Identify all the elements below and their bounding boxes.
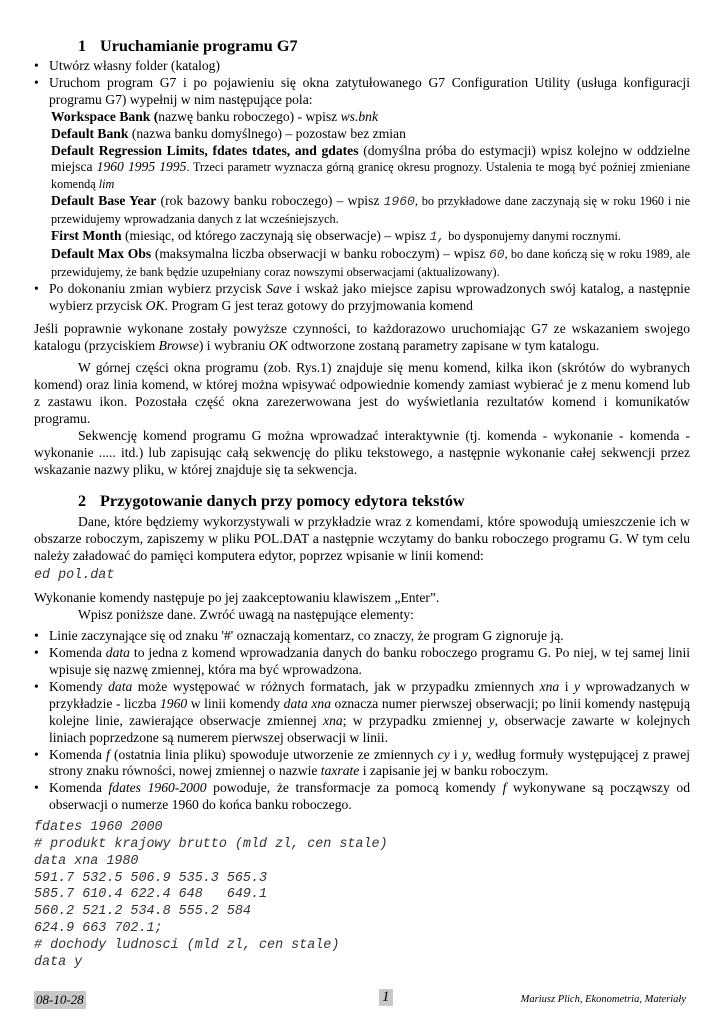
field-description: (rok bazowy banku roboczego) – wpisz <box>156 193 384 209</box>
bullet-f-command <box>34 747 690 781</box>
bullet-run-g7 <box>34 75 690 109</box>
section-2-bullet-list <box>34 628 690 814</box>
field-default-regression-limits <box>51 143 690 194</box>
field-instruction: wpisz <box>305 108 341 124</box>
field-note: , bo przykładowe dane zaczynają się w roku 1960 i nie przewidujemy wprowadzania danych z lat wcześniejszych. <box>51 194 690 227</box>
browse-button-ref: Browse <box>158 337 199 353</box>
code-line: 591.7 532.5 506.9 535.3 565.3 <box>34 870 268 886</box>
bullet-text: , według formuły występującej z prawej strony znaku równości, nowej zmiennej o nazwie <box>49 746 691 779</box>
section-2-paragraph-1: Dane, które będziemy wykorzystywali w przykładzie wraz z komendami, które spowodują umieszczenie ich w obszarze roboczym, zapiszemy w pliku POL.DAT a następnie wczytamy do banku roboczego programu G. W tym celu należy załadować do pamięci komputera edytor, poprzez wpisanie w linii komend: <box>34 513 690 563</box>
field-value: 1960 <box>383 194 415 210</box>
section-1-bullet-list-2 <box>34 281 690 315</box>
bullet-data-command <box>34 645 690 679</box>
inline-term: data <box>108 678 133 694</box>
code-line: data xna 1980 <box>34 853 139 869</box>
field-label: Default Max Obs <box>51 245 152 261</box>
section-1-heading <box>34 36 690 56</box>
bullet-comment-lines <box>34 628 690 645</box>
bullet-text: powoduje, że transformacje za pomocą komendy <box>206 780 503 796</box>
section-1-bullet-list <box>34 58 690 109</box>
section-2-paragraph-3: Wpisz poniższe dane. Zwróć uwagą na następujące elementy: <box>78 607 414 623</box>
code-listing <box>34 820 690 971</box>
bullet-text: wprowadzanych w przykładzie - liczba <box>49 678 690 711</box>
section-2-number: 2 <box>78 491 87 510</box>
field-value: 60 <box>488 246 505 262</box>
bullet-text: Komenda <box>49 645 106 661</box>
paragraph-text: ) i wybraniu <box>198 337 269 353</box>
bullet-create-folder <box>34 58 690 75</box>
footer-page-number: 1 <box>379 989 393 1006</box>
section-1-number: 1 <box>78 37 87 55</box>
field-command: lim <box>98 177 115 192</box>
bullet-text: i zapisanie jej w banku roboczym. <box>359 763 549 779</box>
editor-command: ed pol.dat <box>34 568 115 584</box>
bullet-text: i <box>449 746 462 762</box>
code-line: # dochody ludnosci (mld zl, cen stale) <box>34 937 340 953</box>
page-content <box>34 36 690 971</box>
field-description: (miesiąc, od którego zaczynają się obserwacje) – wpisz <box>121 228 430 244</box>
ok-button-ref: OK <box>268 337 288 353</box>
code-line: 624.9 663 702.1; <box>34 920 163 936</box>
field-first-month <box>51 228 690 246</box>
bullet-text: Linie zaczynające się od znaku '#' oznaczają komentarz, co znaczy, że program G zignoruje ją. <box>49 628 564 644</box>
field-value: 1960 1995 1995 <box>96 159 187 175</box>
bullet-text: może występować w różnych formatach, jak w przypadku zmiennych <box>132 678 540 694</box>
bullet-text: ; w przypadku zmiennej <box>342 712 489 728</box>
field-default-base-year <box>51 193 690 228</box>
section-1-title: Uruchamianie programu G7 <box>100 37 298 55</box>
bullet-text: Komenda <box>49 746 107 762</box>
field-value: 1, <box>429 229 446 245</box>
section-2-title: Przygotowanie danych przy pomocy edytora tekstów <box>100 491 465 510</box>
bullet-save-settings <box>34 281 690 315</box>
field-description: nazwę banku roboczego) - <box>158 108 306 124</box>
save-button-ref: Save <box>266 280 292 296</box>
bullet-text: to jedna z komend wprowadzania danych do banku roboczego programu G. Po niej, w tej samej linii wpisuje się nazwę zmiennej, która ma być wprowadzona. <box>49 645 690 677</box>
code-line: # produkt krajowy brutto (mld zl, cen stale) <box>34 836 388 852</box>
bullet-text: wykonywane są począwszy od obserwacji o numerze 1960 do końca banku roboczego. <box>49 780 690 813</box>
bullet-text: . Program G jest teraz gotowy do przyjmowania komend <box>164 297 473 313</box>
field-description: (maksymalna liczba obserwacji w banku roboczym) – wpisz <box>151 245 489 261</box>
field-value: ws.bnk <box>340 108 378 124</box>
field-label: Default Base Year <box>51 193 157 209</box>
inline-term: taxrate <box>320 763 360 779</box>
bullet-text: oznacza numer pierwszej obserwacji; po linii komendy następują kolejne linie, zawierające obserwacje zmiennej <box>49 695 690 728</box>
code-line: data y <box>34 954 83 970</box>
inline-term: f <box>502 780 507 796</box>
inline-term: xna <box>323 712 343 728</box>
footer-date: 08-10-28 <box>36 992 84 1007</box>
code-line: 585.7 610.4 622.4 648 649.1 <box>34 887 268 903</box>
field-default-max-obs <box>51 246 690 281</box>
section-2-heading <box>34 491 690 511</box>
bullet-text: Po dokonaniu zmian wybierz przycisk <box>49 280 267 296</box>
field-label: First Month <box>51 228 122 244</box>
bullet-text: i <box>559 678 575 694</box>
paragraph-text: odtworzone zostaną parametry zapisane w tym katalogu. <box>287 337 600 353</box>
bullet-text: (ostatnia linia pliku) spowoduje utworzenie ze zmiennych <box>109 746 438 762</box>
code-line: 560.2 521.2 534.8 555.2 584 <box>34 904 251 920</box>
field-note: . Trzeci parametr wyznacza górną granicę okresu prognozy. Ustalenia te mogą być poźniej zmieniane komendą <box>51 160 691 192</box>
bullet-text: Utwórz własny folder (katalog) <box>49 58 220 73</box>
inline-term: 1960 <box>160 695 188 711</box>
inline-term: data <box>105 645 130 661</box>
bullet-text: w linii komendy <box>187 695 284 711</box>
inline-term: xna <box>539 678 560 694</box>
code-line: fdates 1960 2000 <box>34 820 163 836</box>
paragraph-text: Jeśli poprawnie wykonane zostały powyższe czynności, to każdorazowo uruchomiając G7 ze wskazaniem swojego katalogu (przyciskiem <box>34 320 690 353</box>
bullet-text: Uruchom program G7 i po pojawieniu się okna zatytułowanego G7 Configuration Utility (usługa konfiguracji programu G7) wypełnij w nim następujące pola: <box>49 74 690 107</box>
field-workspace-bank <box>51 109 690 126</box>
bullet-data-formats <box>34 679 690 747</box>
field-description: (nazwa banku domyślnego) – pozostaw bez zmian <box>128 125 406 141</box>
page-footer <box>34 991 690 1013</box>
field-description: (domyślna próba do estymacji) wpisz kolejno w oddzielne miejsca <box>51 142 691 175</box>
ok-button-ref: OK <box>145 297 165 313</box>
bullet-text: Komenda <box>49 780 109 796</box>
section-1-paragraph-2: W górnej części okna programu (zob. Rys.1) znajduje się menu komend, kilka ikon (skrótów do wybranych komend) oraz linia komend, w której można wpisywać odpowiednie komendy zamiast wybierać je z menu komend lub z zastawu ikon. Pozostała część okna zarezerwowana jest do wyświetlania rezultatów komend i komunikatów programu. <box>34 360 690 427</box>
bullet-text: , obserwacje zawarte w kolejnych liniach poprzedzone są numerem pierwszej obserwacji w linii. <box>49 712 691 745</box>
bullet-text: Komendy <box>49 678 109 694</box>
field-note: bo dysponujemy danymi rocznymi. <box>445 229 621 244</box>
field-label: Default Regression Limits, fdates tdates, and gdates <box>51 142 359 158</box>
section-1-paragraph-1 <box>34 321 690 355</box>
inline-term: cy <box>437 746 450 762</box>
section-1-paragraph-3: Sekwencję komend programu G można wprowadzać interaktywnie (tj. komenda - wykonanie - komenda - wykonanie ..... itd.) lub zapisując całą sekwencję do pliku tekstowego, a następnie wykonanie całej sekwencji przez wskazanie nazwy pliku, w której znajduje się ta sekwencja. <box>34 428 690 477</box>
inline-term: y <box>461 746 468 762</box>
field-default-bank <box>51 126 690 143</box>
field-label: Default Bank <box>51 125 129 141</box>
inline-term: y <box>488 712 495 728</box>
section-2-paragraph-2: Wykonanie komendy następuje po jej zaakceptowaniu klawiszem „Enter”. <box>34 590 440 606</box>
inline-term: data xna <box>283 695 332 711</box>
bullet-text: i wskaż jako miejsce zapisu wprowadzonych swój katalog, a następnie wybierz przycisk <box>49 280 690 313</box>
bullet-fdates-command <box>34 780 690 814</box>
inline-term: f <box>106 746 110 762</box>
footer-author: Mariusz Plich, Ekonometria, Materiały <box>520 994 686 1005</box>
field-note: , bo dane kończą się w roku 1989, ale przewidujemy, że bank będzie uzupełniany coraz nowszymi obserwacjami (aktualizowany). <box>51 246 690 279</box>
inline-term: y <box>574 678 581 694</box>
inline-term: fdates 1960-2000 <box>108 780 207 796</box>
field-label: Workspace Bank ( <box>51 108 159 124</box>
